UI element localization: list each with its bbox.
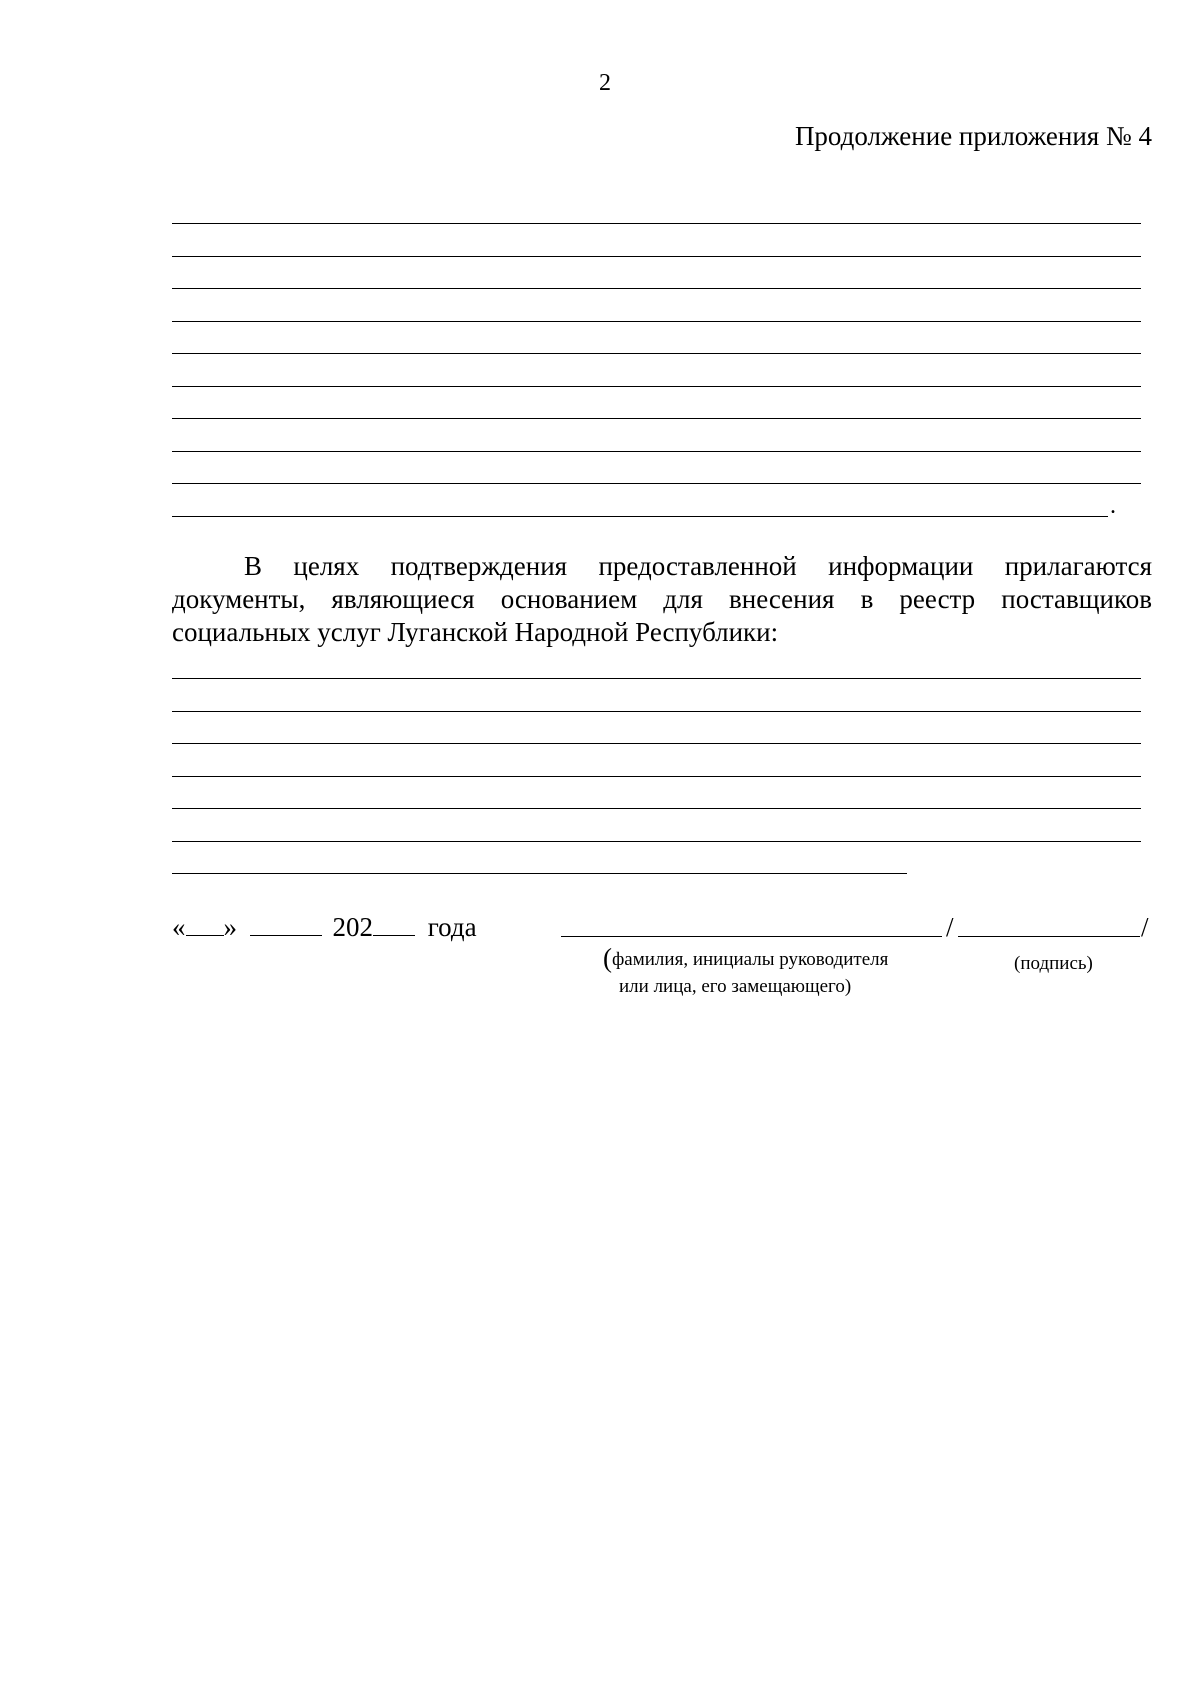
blank-line [172,386,1141,387]
date-row [172,912,477,943]
year-prefix: 202 [332,912,373,942]
name-caption-line2: или лица, его замещающего) [619,976,852,997]
page-number: 2 [599,70,611,96]
name-caption [603,943,889,973]
page-heading: Продолжение приложения № 4 [794,121,1152,151]
slash-separator: / [946,912,954,942]
blank-line [172,711,1141,712]
blank-line [172,353,1141,354]
signature-line [958,936,1140,937]
month-blank [250,913,322,936]
year-blank [373,913,415,936]
blank-line [172,256,1141,257]
blank-line [172,841,1141,842]
blank-line [172,451,1141,452]
name-signature-line [561,936,942,937]
blank-line [172,776,1141,777]
blank-line [172,808,1141,809]
name-caption-line1: фамилия, инициалы руководителя [612,949,889,970]
caption-paren: ( [603,943,612,973]
blank-line [172,288,1141,289]
signature-caption: (подпись) [1014,953,1093,974]
line-terminator: . [1110,493,1116,519]
blank-line [172,743,1141,744]
documents-paragraph: В целях подтверждения предоставленной информации прилагаются документы, являющиеся основанием для внесения в реестр поставщиков социальных услуг Луганской Народной Республики: [172,551,1152,647]
blank-line [172,321,1141,322]
open-quote: « [172,912,186,942]
year-word: года [427,912,477,942]
blank-line [172,418,1141,419]
day-blank [186,913,224,936]
blank-line [172,223,1141,224]
blank-line [172,516,1108,517]
blank-line [172,678,1141,679]
close-quote: » [223,912,237,942]
slash-separator: / [1141,912,1149,942]
blank-line [172,483,1141,484]
blank-line [172,873,907,874]
